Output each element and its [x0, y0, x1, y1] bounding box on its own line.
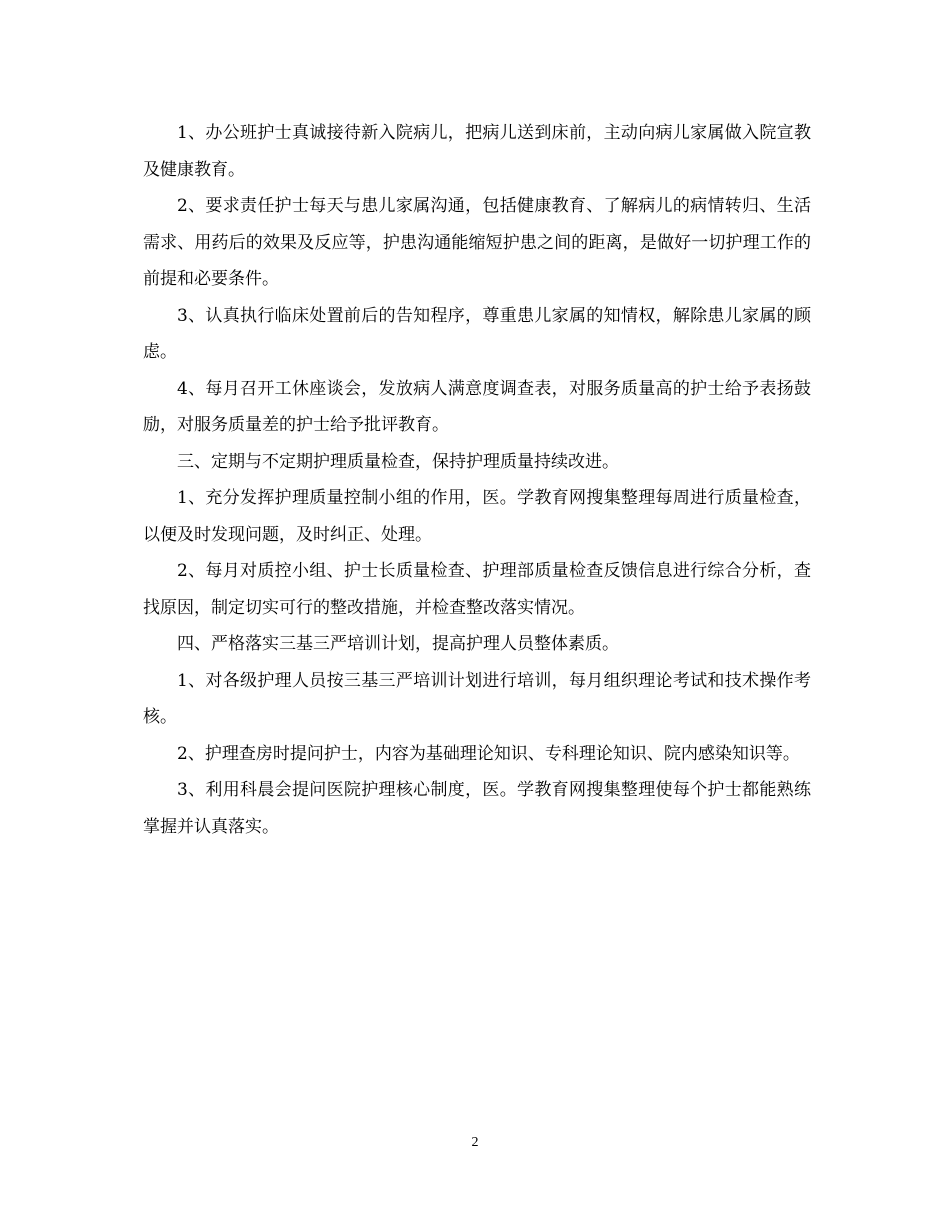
paragraph: 4、每月召开工休座谈会，发放病人满意度调查表，对服务质量高的护士给予表扬鼓励，对服务质量差的护士给予批评教育。: [143, 378, 811, 435]
paragraph: 1、办公班护士真诚接待新入院病儿，把病儿送到床前，主动向病儿家属做入院宣教及健康教育。: [143, 123, 811, 180]
paragraph: 1、充分发挥护理质量控制小组的作用，医。学教育网搜集整理每周进行质量检查，以便及时发现问题，及时纠正、处理。: [143, 488, 811, 545]
paragraph: 2、要求责任护士每天与患儿家属沟通，包括健康教育、了解病儿的病情转归、生活需求、用药后的效果及反应等，护患沟通能缩短护患之间的距离，是做好一切护理工作的前提和必要条件。: [143, 196, 811, 289]
paragraph: 2、每月对质控小组、护士长质量检查、护理部质量检查反馈信息进行综合分析，查找原因，制定切实可行的整改措施，并检查整改落实情况。: [143, 561, 811, 618]
document-body: [143, 115, 811, 845]
paragraph: 3、认真执行临床处置前后的告知程序，尊重患儿家属的知情权，解除患儿家属的顾虑。: [143, 305, 811, 362]
paragraph: 2、护理查房时提问护士，内容为基础理论知识、专科理论知识、院内感染知识等。: [177, 743, 800, 764]
paragraph: 3、利用科晨会提问医院护理核心制度，医。学教育网搜集整理使每个护士都能熟练掌握并认真落实。: [143, 780, 811, 837]
section-heading: 三、定期与不定期护理质量检查，保持护理质量持续改进。: [177, 451, 619, 472]
paragraph: 1、对各级护理人员按三基三严培训计划进行培训，每月组织理论考试和技术操作考核。: [143, 670, 811, 727]
page-number: 2: [471, 1135, 479, 1150]
section-heading: 四、严格落实三基三严培训计划，提高护理人员整体素质。: [177, 634, 619, 654]
